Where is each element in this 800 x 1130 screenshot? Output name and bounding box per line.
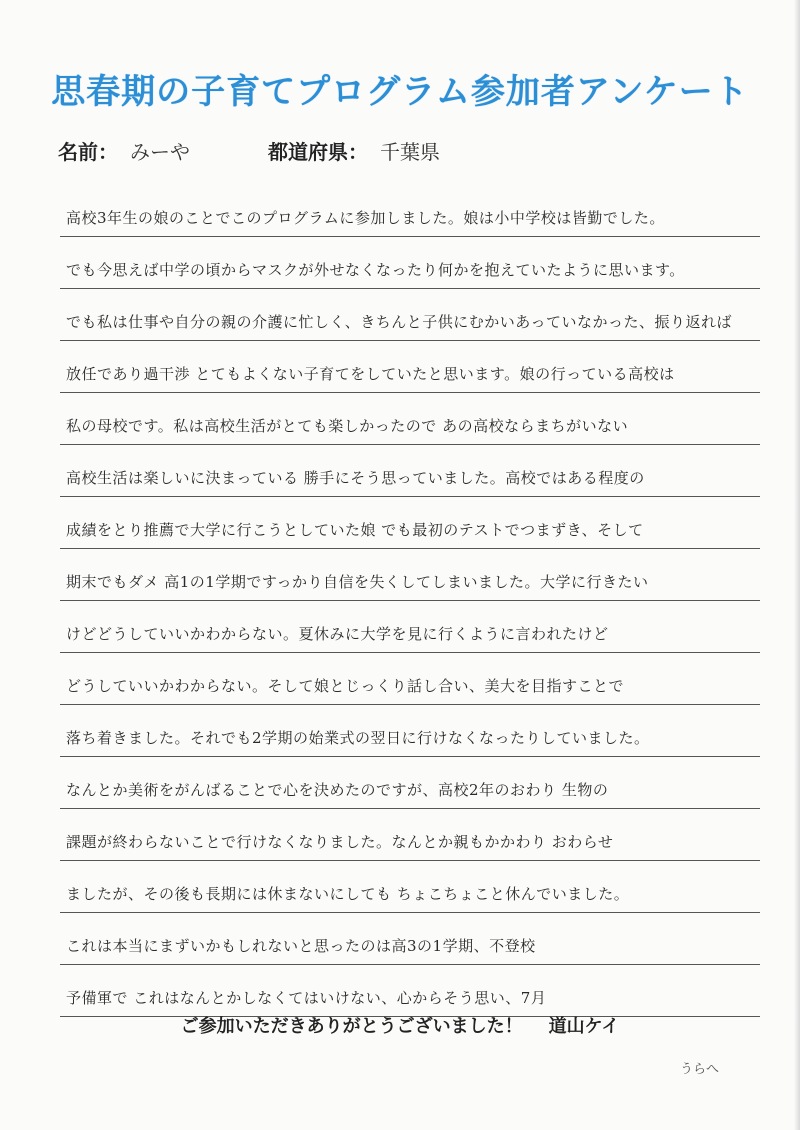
continue-on-back-note: うらへ (680, 1062, 720, 1077)
name-label: 名前： (58, 140, 118, 164)
ruled-line (60, 653, 760, 705)
handwritten-line: 成績をとり推薦で大学に行こうとしていた娘 でも最初のテストでつまずき、そして (66, 521, 644, 539)
handwritten-line: 高校生活は楽しいに決まっている 勝手にそう思っていました。高校ではある程度の (66, 469, 645, 487)
thanks-footer (0, 1012, 800, 1038)
ruled-line (60, 913, 760, 965)
handwritten-line: 私の母校です。私は高校生活がとても楽しかったので あの高校ならまちがいない (66, 417, 629, 435)
prefecture-field (268, 136, 440, 165)
handwritten-line: 高校3年生の娘のことでこのプログラムに参加しました。娘は小中学校は皆勤でした。 (66, 209, 665, 227)
ruled-line (60, 809, 760, 861)
ruled-line (60, 237, 760, 289)
handwritten-line: 課題が終わらないことで行けなくなりました。なんとか親もかかわり おわらせ (66, 833, 614, 851)
name-field (58, 136, 190, 165)
ruled-line (60, 289, 760, 341)
name-value: みーや (130, 140, 190, 164)
handwritten-line: どうしていいかわからない。そして娘とじっくり話し合い、美大を目指すことで (66, 677, 625, 695)
survey-title: 思春期の子育てプログラム参加者アンケート (51, 72, 749, 112)
thanks-message: ご参加いただきありがとうございました！ (180, 1016, 523, 1037)
ruled-line (60, 757, 760, 809)
ruled-line (60, 705, 760, 757)
handwritten-line: これは本当にまずいかもしれないと思ったのは高3の1学期、不登校 (66, 937, 536, 955)
handwritten-line: ましたが、その後も長期には休まないにしても ちょこちょこと休んでいました。 (66, 885, 630, 903)
ruled-line (60, 965, 760, 1017)
ruled-line (60, 497, 760, 549)
ruled-line (60, 445, 760, 497)
ruled-answer-area (60, 185, 760, 1017)
ruled-line (60, 341, 760, 393)
handwritten-line: 放任であり過干渉 とてもよくない子育てをしていたと思います。娘の行っている高校は (66, 365, 675, 383)
ruled-line (60, 861, 760, 913)
ruled-line (60, 549, 760, 601)
ruled-line (60, 393, 760, 445)
author-name: 道山ケイ (548, 1016, 620, 1037)
ruled-line (60, 185, 760, 237)
handwritten-line: 落ち着きました。それでも2学期の始業式の翌日に行けなくなったりしていました。 (66, 729, 650, 747)
ruled-line (60, 601, 760, 653)
scan-shadow-edge (794, 0, 800, 1130)
handwritten-line: でも私は仕事や自分の親の介護に忙しく、きちんと子供にむかいあっていなかった、振り返れば (66, 313, 733, 331)
handwritten-line: けどどうしていいかわからない。夏休みに大学を見に行くように言われたけど (66, 625, 609, 643)
handwritten-line: でも今思えば中学の頃からマスクが外せなくなったり何かを抱えていたように思います。 (66, 261, 685, 279)
prefecture-value: 千葉県 (380, 140, 440, 164)
handwritten-line: 期末でもダメ 高1の1学期ですっかり自信を失くしてしまいました。大学に行きたい (66, 573, 649, 591)
handwritten-line: 予備軍で これはなんとかしなくてはいけない、心からそう思い、7月 (66, 989, 547, 1007)
handwritten-line: なんとか美術をがんばることで心を決めたのですが、高校2年のおわり 生物の (66, 781, 609, 799)
prefecture-label: 都道府県： (268, 140, 368, 164)
